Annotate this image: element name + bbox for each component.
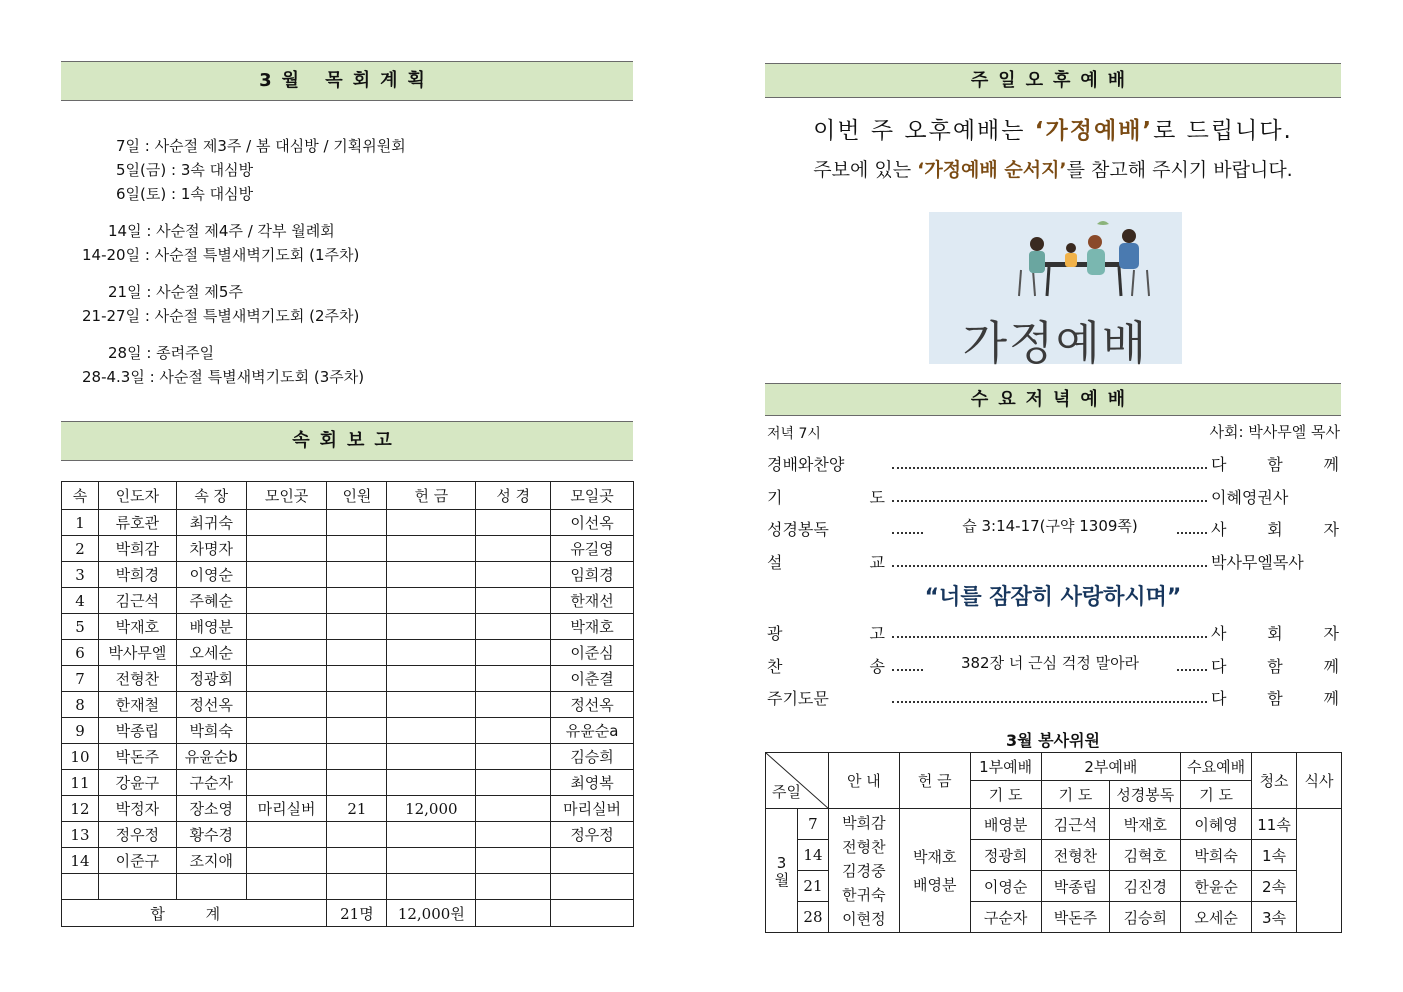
report-cell: 김근석 <box>98 588 176 614</box>
report-cell <box>387 536 476 562</box>
corner-cell <box>766 753 829 809</box>
report-cell: 마리실버 <box>551 796 634 822</box>
diagonal-line <box>766 753 829 809</box>
report-cell <box>246 874 327 900</box>
report-cell <box>327 666 387 692</box>
report-cell: 정선옥 <box>551 692 634 718</box>
plan-item: 7일 : 사순절 제3주 / 봄 대심방 / 기획위원회 <box>116 137 406 155</box>
report-cell: 이준구 <box>98 848 176 874</box>
service-title: 3월 봉사위원 <box>1006 731 1100 750</box>
table-row <box>62 536 634 562</box>
report-total-row <box>62 900 634 927</box>
report-cell: 2 <box>62 536 99 562</box>
total-empty <box>476 900 551 927</box>
table-row <box>62 796 634 822</box>
report-cell <box>246 822 327 848</box>
guide-name: 전형찬 <box>842 837 886 856</box>
report-cell: 유윤순a <box>551 718 634 744</box>
afternoon-header: 주일오후예배 <box>765 63 1341 98</box>
report-column-header: 인원 <box>327 482 387 510</box>
day-cell: 21 <box>797 871 828 902</box>
report-cell: 11 <box>62 770 99 796</box>
service-host: 사회: 박사무엘 목사 <box>1209 423 1340 441</box>
day-cell: 7 <box>797 809 828 840</box>
plan-item: 28-4.3일 : 사순절 특별새벽기도회 (3주차) <box>82 368 365 386</box>
service-second-cell: 전형찬 <box>1041 840 1110 871</box>
report-cell <box>387 874 476 900</box>
report-cell: 한재선 <box>551 588 634 614</box>
report-column-header: 속 장 <box>176 482 246 510</box>
head-offering: 헌 금 <box>899 753 970 809</box>
report-cell <box>476 640 551 666</box>
offering-name: 배영분 <box>912 875 957 894</box>
report-cell <box>327 770 387 796</box>
report-cell <box>246 536 327 562</box>
report-cell <box>476 666 551 692</box>
report-cell: 박재호 <box>551 614 634 640</box>
table-row <box>62 640 634 666</box>
order-item-label: 설 교 <box>767 552 885 572</box>
sub-reading: 성경봉독 <box>1110 781 1181 809</box>
image-caption: 가정예배 <box>962 316 1149 370</box>
table-row <box>62 770 634 796</box>
service-first-cell: 배영분 <box>970 809 1041 840</box>
family-table-illustration <box>929 212 1182 312</box>
total-offering: 12,000원 <box>387 900 476 927</box>
plan-item: 28일 : 종려주일 <box>108 344 215 362</box>
order-item-person: 다 함 께 <box>1211 689 1339 708</box>
report-cell: 김승희 <box>551 744 634 770</box>
plan-item: 21일 : 사순절 제5주 <box>108 283 243 301</box>
report-cell: 유길영 <box>551 536 634 562</box>
report-cell <box>246 666 327 692</box>
report-cell <box>387 770 476 796</box>
report-column-header: 속 <box>62 482 99 510</box>
report-cell <box>246 848 327 874</box>
dotted-leader <box>892 565 1207 567</box>
afternoon-line-1-post: 로 드립니다. <box>1153 118 1293 144</box>
afternoon-line-2-em: ‘가정예배 순서지’ <box>917 159 1067 181</box>
report-cell <box>246 692 327 718</box>
guide-name: 한귀숙 <box>842 885 886 904</box>
service-time: 저녁 7시 <box>767 426 821 442</box>
head-guide: 안 내 <box>828 753 899 809</box>
report-cell <box>551 848 634 874</box>
order-item-label: 기 도 <box>767 487 885 507</box>
report-cell <box>387 562 476 588</box>
report-cell: 1 <box>62 510 99 536</box>
report-cell: 전형찬 <box>98 666 176 692</box>
report-cell <box>476 770 551 796</box>
report-cell <box>246 744 327 770</box>
offering-cell <box>899 809 970 933</box>
report-cell: 4 <box>62 588 99 614</box>
report-cell: 조지애 <box>176 848 246 874</box>
service-first-cell: 이영순 <box>970 871 1041 902</box>
report-cell <box>327 692 387 718</box>
report-cell <box>387 848 476 874</box>
report-column-header: 헌 금 <box>387 482 476 510</box>
order-item-label: 성경봉독 <box>767 520 829 539</box>
report-cell: 14 <box>62 848 99 874</box>
service-wed-cell: 박희숙 <box>1181 840 1252 871</box>
report-cell <box>327 848 387 874</box>
order-item-person: 다 함 께 <box>1211 455 1339 474</box>
order-item-label: 광 고 <box>767 624 885 643</box>
report-cell <box>387 588 476 614</box>
corner-label: 주일 <box>772 783 801 801</box>
service-table <box>765 752 1342 933</box>
head-wed: 수요예배 <box>1181 753 1252 781</box>
report-cell: 이선옥 <box>551 510 634 536</box>
report-cell <box>327 614 387 640</box>
report-cell <box>476 692 551 718</box>
day-cell: 14 <box>797 840 828 871</box>
report-cell <box>327 640 387 666</box>
family-worship-image <box>929 212 1182 370</box>
afternoon-line-2 <box>760 155 1346 182</box>
head-first: 1부예배 <box>970 753 1041 781</box>
report-cell: 한재철 <box>98 692 176 718</box>
table-row <box>62 874 634 900</box>
service-second-cell: 김근석 <box>1041 809 1110 840</box>
dotted-leader <box>892 701 1207 703</box>
report-cell <box>327 536 387 562</box>
service-reading-cell: 김승희 <box>1110 902 1181 933</box>
report-cell: 박정자 <box>98 796 176 822</box>
wednesday-header: 수요저녁예배 <box>765 383 1341 416</box>
report-cell: 정광회 <box>176 666 246 692</box>
day-cell: 28 <box>797 902 828 933</box>
report-cell <box>476 848 551 874</box>
head-clean: 청소 <box>1252 753 1297 809</box>
plan-item: 14-20일 : 사순절 특별새벽기도회 (1주차) <box>82 246 360 264</box>
report-cell: 이영순 <box>176 562 246 588</box>
service-clean-cell: 1속 <box>1252 840 1297 871</box>
report-cell <box>476 822 551 848</box>
afternoon-line-2-post: 를 참고해 주시기 바랍니다. <box>1066 159 1293 181</box>
report-cell <box>327 744 387 770</box>
report-cell <box>476 614 551 640</box>
report-cell: 박재호 <box>98 614 176 640</box>
report-cell: 8 <box>62 692 99 718</box>
report-cell: 장소영 <box>176 796 246 822</box>
order-item-label: 주기도문 <box>767 689 829 708</box>
plan-header: 3월 목회계획 <box>61 61 633 101</box>
report-cell <box>551 874 634 900</box>
report-cell: 12,000 <box>387 796 476 822</box>
report-cell: 박종립 <box>98 718 176 744</box>
report-cell <box>387 614 476 640</box>
report-cell <box>246 718 327 744</box>
report-cell <box>327 588 387 614</box>
report-cell <box>327 718 387 744</box>
report-cell: 7 <box>62 666 99 692</box>
head-second: 2부예배 <box>1041 753 1181 781</box>
dotted-leader <box>892 467 1207 469</box>
order-item-person: 사 회 자 <box>1211 624 1339 643</box>
report-cell <box>476 874 551 900</box>
service-first-cell: 정광희 <box>970 840 1041 871</box>
report-cell: 정선옥 <box>176 692 246 718</box>
total-empty <box>551 900 634 927</box>
report-cell: 강윤구 <box>98 770 176 796</box>
table-row <box>62 614 634 640</box>
order-item-detail: 습 3:14-17(구약 1309쪽) <box>925 515 1175 536</box>
report-cell: 박희숙 <box>176 718 246 744</box>
offering-name: 박재호 <box>912 847 957 866</box>
service-second-cell: 박돈주 <box>1041 902 1110 933</box>
report-cell: 류호관 <box>98 510 176 536</box>
service-clean-cell: 11속 <box>1252 809 1297 840</box>
report-cell: 정우정 <box>551 822 634 848</box>
afternoon-line-1-pre: 이번 주 오후예배는 <box>813 118 1035 144</box>
report-cell <box>476 562 551 588</box>
plan-item: 21-27일 : 사순절 특별새벽기도회 (2주차) <box>82 307 360 325</box>
report-cell <box>476 718 551 744</box>
report-cell <box>476 796 551 822</box>
afternoon-line-1-em: ‘가정예배’ <box>1034 118 1154 144</box>
report-cell: 정우정 <box>98 822 176 848</box>
table-row <box>62 692 634 718</box>
order-item-person: 다 함 께 <box>1211 656 1339 676</box>
report-cell <box>476 536 551 562</box>
dotted-leader <box>892 636 1207 638</box>
report-cell: 9 <box>62 718 99 744</box>
report-cell <box>327 874 387 900</box>
report-cell <box>327 510 387 536</box>
order-item-person: 사 회 자 <box>1211 520 1339 539</box>
order-item-detail: 382장 너 근심 걱정 말아라 <box>925 652 1175 673</box>
report-header: 속회보고 <box>61 421 633 461</box>
report-head-row <box>62 482 634 510</box>
report-cell <box>246 614 327 640</box>
report-cell <box>62 874 99 900</box>
report-cell <box>246 640 327 666</box>
report-cell: 마리실버 <box>246 796 327 822</box>
report-table <box>61 481 634 927</box>
order-item-label: 경배와찬양 <box>767 455 845 474</box>
report-cell: 5 <box>62 614 99 640</box>
afternoon-line-2-pre: 주보에 있는 <box>813 159 918 181</box>
report-cell: 배영분 <box>176 614 246 640</box>
report-cell: 박돈주 <box>98 744 176 770</box>
report-cell <box>387 666 476 692</box>
report-cell <box>476 510 551 536</box>
report-cell <box>387 744 476 770</box>
service-second-cell: 박종립 <box>1041 871 1110 902</box>
report-cell <box>476 744 551 770</box>
sub-prayer-first: 기 도 <box>970 781 1041 809</box>
report-cell: 차명자 <box>176 536 246 562</box>
sub-prayer-wed: 기 도 <box>1181 781 1252 809</box>
service-reading-cell: 박재호 <box>1110 809 1181 840</box>
guide-name: 박희감 <box>842 813 886 832</box>
report-cell: 12 <box>62 796 99 822</box>
order-item-person: 이혜영권사 <box>1211 487 1289 507</box>
service-wed-cell: 이혜영 <box>1181 809 1252 840</box>
report-cell: 3 <box>62 562 99 588</box>
afternoon-line-1 <box>765 112 1341 145</box>
report-cell: 최영복 <box>551 770 634 796</box>
table-row <box>62 848 634 874</box>
plan-item: 6일(토) : 1속 대심방 <box>116 185 254 203</box>
service-clean-cell: 3속 <box>1252 902 1297 933</box>
table-row <box>62 822 634 848</box>
table-row <box>62 510 634 536</box>
report-cell: 유윤순b <box>176 744 246 770</box>
report-cell: 주혜순 <box>176 588 246 614</box>
table-row <box>62 562 634 588</box>
report-column-header: 인도자 <box>98 482 176 510</box>
order-item-label: 찬 송 <box>767 656 885 676</box>
order-item-person: 박사무엘목사 <box>1211 552 1304 572</box>
service-first-cell: 구순자 <box>970 902 1041 933</box>
report-cell: 21 <box>327 796 387 822</box>
report-cell: 이준심 <box>551 640 634 666</box>
service-clean-cell: 2속 <box>1252 871 1297 902</box>
report-cell: 최귀숙 <box>176 510 246 536</box>
report-cell <box>246 770 327 796</box>
table-row <box>766 809 1342 840</box>
total-count: 21명 <box>327 900 387 927</box>
report-cell: 구순자 <box>176 770 246 796</box>
service-reading-cell: 김혁호 <box>1110 840 1181 871</box>
report-cell <box>246 562 327 588</box>
report-cell <box>246 510 327 536</box>
guide-name: 김경중 <box>842 861 886 880</box>
guide-cell <box>828 809 899 933</box>
report-cell <box>327 822 387 848</box>
report-cell: 13 <box>62 822 99 848</box>
head-meal: 식사 <box>1297 753 1342 809</box>
total-label: 합 계 <box>62 900 327 927</box>
report-cell <box>387 718 476 744</box>
sermon-title: “너를 잠잠히 사랑하시며” <box>924 585 1182 610</box>
guide-name: 이현정 <box>842 909 886 928</box>
table-row <box>62 744 634 770</box>
report-cell <box>246 588 327 614</box>
plan-item: 14일 : 사순절 제4주 / 각부 월례회 <box>108 222 335 240</box>
sub-prayer-second: 기 도 <box>1041 781 1110 809</box>
table-row <box>62 718 634 744</box>
table-row <box>62 666 634 692</box>
dotted-leader <box>892 500 1207 502</box>
report-cell <box>476 588 551 614</box>
report-column-header: 모일곳 <box>551 482 634 510</box>
report-cell: 오세순 <box>176 640 246 666</box>
report-cell: 10 <box>62 744 99 770</box>
report-cell: 황수경 <box>176 822 246 848</box>
report-cell: 임희경 <box>551 562 634 588</box>
report-cell <box>387 640 476 666</box>
report-cell <box>98 874 176 900</box>
report-cell <box>327 562 387 588</box>
report-cell <box>176 874 246 900</box>
report-cell: 이춘결 <box>551 666 634 692</box>
report-cell: 6 <box>62 640 99 666</box>
report-cell: 박희감 <box>98 536 176 562</box>
report-cell <box>387 822 476 848</box>
report-column-header: 성 경 <box>476 482 551 510</box>
month-cell: 3월 <box>766 809 798 933</box>
report-cell: 박사무엘 <box>98 640 176 666</box>
meal-cell <box>1297 809 1342 933</box>
report-cell <box>387 692 476 718</box>
service-reading-cell: 김진경 <box>1110 871 1181 902</box>
plan-item: 5일(금) : 3속 대심방 <box>116 161 254 179</box>
table-row <box>62 588 634 614</box>
service-wed-cell: 한윤순 <box>1181 871 1252 902</box>
report-column-header: 모인곳 <box>246 482 327 510</box>
service-wed-cell: 오세순 <box>1181 902 1252 933</box>
report-cell: 박희경 <box>98 562 176 588</box>
report-cell <box>387 510 476 536</box>
